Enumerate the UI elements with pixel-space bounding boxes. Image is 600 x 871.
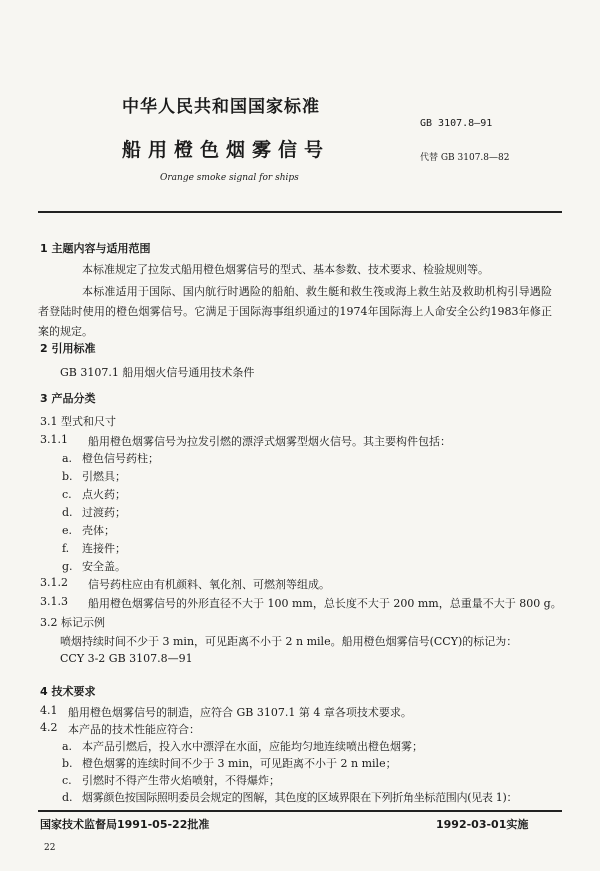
english-title: Orange smoke signal for ships	[160, 173, 299, 183]
section-3-heading: 3 产品分类	[40, 392, 96, 405]
footer-rule	[38, 810, 562, 812]
list-item: d. 过渡药；	[62, 506, 126, 519]
referenced-standard: GB 3107.1 船用烟火信号通用技术条件	[60, 366, 255, 379]
clause-3-1-3-text: 船用橙色烟雾信号的外形直径不大于 100 mm，总长度不大于 200 mm，总重量不大于 800 g。	[88, 597, 562, 610]
clause-4-2-text: 本产品的技术性能应符合：	[68, 723, 200, 736]
section-4-heading: 4 技术要求	[40, 685, 96, 698]
clause-3-1: 3.1 型式和尺寸	[40, 415, 116, 428]
clause-4-1-number: 4.1	[40, 704, 58, 717]
list-item: e. 壳体；	[62, 524, 115, 537]
list-item: c. 引燃时不得产生带火焰喷射，不得爆炸；	[62, 774, 280, 787]
section-1-heading: 1 主题内容与适用范围	[40, 242, 151, 255]
clause-4-1-text: 船用橙色烟雾信号的制造，应符合 GB 3107.1 第 4 章各项技术要求。	[68, 706, 412, 719]
clause-3-1-2-text: 信号药柱应由有机颜料、氧化剂、可燃剂等组成。	[88, 578, 330, 591]
national-standard-heading: 中华人民共和国国家标准	[122, 97, 320, 117]
document-title: 船用橙色烟雾信号	[122, 139, 331, 161]
clause-3-1-1-text: 船用橙色烟雾信号为拉发引燃的漂浮式烟雾型烟火信号。其主要构件包括：	[88, 435, 451, 448]
clause-3-2: 3.2 标记示例	[40, 616, 105, 629]
section-1-paragraph-2: 本标准适用于国际、国内航行时遇险的船舶、救生艇和救生筏或海上救生站及救助机构引导遇险者登陆时使用的橙色烟雾信号。它满足于国际海事组织通过的1974年国际海上人命安全公约1983年修正案的规定。	[38, 285, 552, 338]
list-item: g. 安全盖。	[62, 560, 126, 573]
clause-3-1-1-number: 3.1.1	[40, 433, 68, 446]
marking-example-line-2: CCY 3-2 GB 3107.8—91	[60, 652, 193, 665]
replaces-standard: 代替 GB 3107.8—82	[420, 153, 510, 163]
implementation-date: 1992-03-01实施	[436, 818, 529, 831]
clause-4-2-number: 4.2	[40, 721, 58, 734]
standard-number: GB 3107.8—91	[420, 118, 493, 129]
list-item: b. 引燃具；	[62, 470, 126, 483]
list-item: a. 本产品引燃后，投入水中漂浮在水面，应能均匀地连续喷出橙色烟雾；	[62, 740, 423, 753]
list-item: a. 橙色信号药柱；	[62, 452, 159, 465]
list-item: f. 连接件；	[62, 542, 126, 555]
header-rule	[38, 211, 562, 213]
section-2-heading: 2 引用标准	[40, 342, 96, 355]
list-item: d. 烟雾颜色按国际照明委员会规定的图解，其色度的区域界限在下列折角坐标范围内(见表 1)：	[62, 791, 518, 804]
marking-example-line-1: 喷烟持续时间不少于 3 min，可见距离不小于 2 n mile。船用橙色烟雾信号(CCY)的标记为：	[60, 635, 518, 648]
list-item: c. 点火药；	[62, 488, 126, 501]
section-1-paragraph-1: 本标准规定了拉发式船用橙色烟雾信号的型式、基本参数、技术要求、检验规则等。	[82, 263, 489, 276]
list-item: b. 橙色烟雾的连续时间不少于 3 min，可见距离不小于 2 n mile；	[62, 757, 397, 770]
approval-notice: 国家技术监督局1991-05-22批准	[40, 818, 210, 831]
clause-3-1-3-number: 3.1.3	[40, 595, 68, 608]
page-number: 22	[44, 843, 56, 853]
clause-3-1-2-number: 3.1.2	[40, 576, 68, 589]
